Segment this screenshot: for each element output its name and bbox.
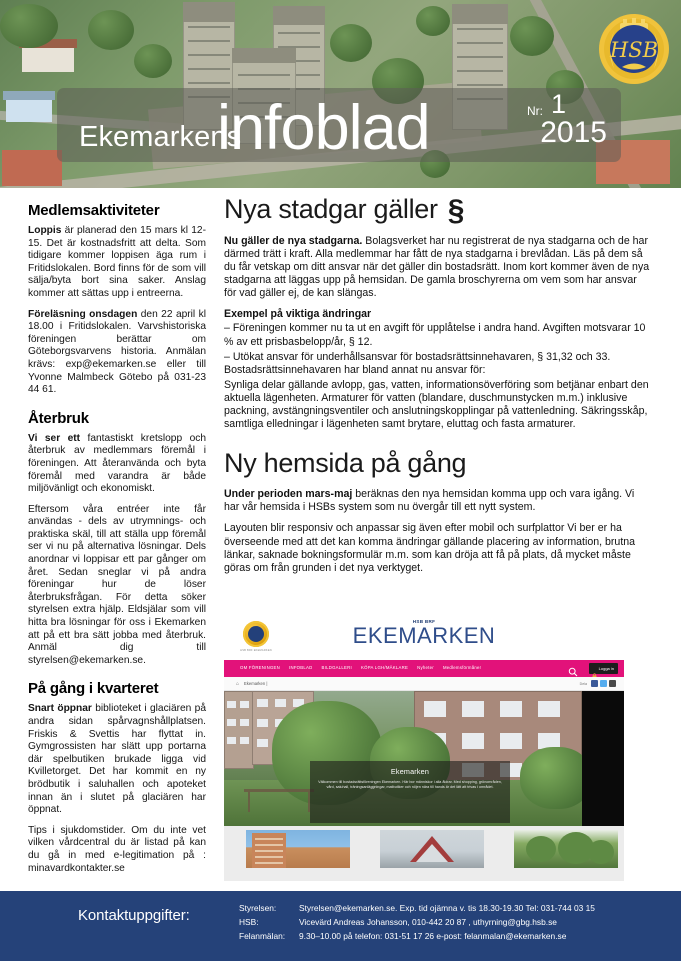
article2-body: Layouten blir responsiv och anpassar sig även efter mobil och surfplattor Vi ber er ha överseende med att det kan komma ändringar gällande placering av information, brutna länkar, saknade bokningsformulär m.m. som kan dröja att få på plats, då mycket måste göras om från grunden i det nya verktyget. bbox=[224, 522, 636, 574]
contact-key: HSB: bbox=[239, 917, 259, 927]
website-hsb-logo-icon: HSB BRF EKEMARKEN bbox=[232, 621, 280, 655]
twitter-icon[interactable] bbox=[600, 680, 607, 687]
article1-bullet: – Föreningen kommer nu ta ut en avgift för upplåtelse i andra hand. Avgiften motsvarar 10 % av ett prisbasbelopp/år, § 12. bbox=[224, 322, 646, 348]
hero-dark-edge bbox=[582, 691, 624, 826]
paragraph-lead: Snart öppnar bbox=[28, 703, 92, 715]
article-title-nya-stadgar bbox=[224, 194, 652, 226]
svg-text:HSB: HSB bbox=[609, 38, 659, 62]
intro-lead: Under perioden mars-maj bbox=[224, 488, 353, 501]
website-navbar[interactable] bbox=[224, 660, 624, 677]
website-hero-image bbox=[224, 691, 624, 826]
website-nav-item-bildgalleri[interactable]: BILDGALLERI bbox=[321, 665, 352, 670]
website-thumbnail-row bbox=[224, 826, 624, 881]
share-controls[interactable] bbox=[580, 680, 616, 687]
website-nav-items[interactable] bbox=[240, 665, 490, 670]
paragraph-lead: Föreläsning onsdagen bbox=[28, 308, 138, 320]
hero-caption-body: Välkommen till bostadsrättsföreningen Ekemarken. Här bor människor i alla åldrar. Med shopping, grönområden, vård, saluhall, träningsanläggningar, matbutiker och nöjen nära till hands är det lätt att trivas i området. bbox=[318, 780, 502, 789]
main-column bbox=[224, 194, 652, 583]
website-brand-name: EKEMARKEN bbox=[352, 623, 496, 648]
home-icon[interactable]: ⌂ bbox=[236, 680, 240, 687]
website-nav-item-infoblad[interactable]: INFOBLAD bbox=[289, 665, 313, 670]
section-heading: På gång i kvarteret bbox=[28, 680, 159, 698]
facebook-icon[interactable] bbox=[591, 680, 598, 687]
sidebar-section-aterbruk bbox=[28, 410, 206, 668]
login-button[interactable] bbox=[589, 663, 618, 674]
paragraph-body: är planerad den 15 mars kl 12-15. Det är kostnadsfritt att delta. Som tidigare kommer loppisen äga rum i Fritidslokalen. Bord finns för de som vill sälja/byta bort sina saker. Anslag kommer att sättas upp i entreerna. bbox=[28, 225, 206, 299]
article1-bullet: – Utökat ansvar för underhållsansvar för bostadsrättsinnehavaren, § 31,32 och 33. Bostadsrättsinnehavaren har bland annat nu ansvar för: bbox=[224, 350, 611, 376]
paragraph-lead: Loppis bbox=[28, 225, 62, 236]
lock-icon bbox=[592, 666, 597, 672]
hero-caption-title: Ekemarken bbox=[390, 767, 430, 776]
article-title-ny-hemsida: Ny hemsida på gång bbox=[224, 448, 467, 479]
masthead-title: infoblad bbox=[217, 93, 430, 163]
contact-key: Felanmälan: bbox=[239, 931, 286, 941]
photo-tree bbox=[416, 6, 450, 36]
photo-house bbox=[22, 46, 74, 72]
photo-roof bbox=[452, 4, 508, 24]
photo-tree bbox=[0, 4, 58, 48]
website-nav-item-nyheter[interactable]: Nyheter bbox=[417, 665, 434, 670]
photo-tree bbox=[88, 10, 134, 50]
table-row bbox=[239, 917, 595, 931]
article1-subheading: Exempel på viktiga ändringar bbox=[224, 308, 372, 321]
photo-house bbox=[6, 98, 52, 122]
paragraph: Eftersom våra entréer inte får användas - dels av utrymnings- och praktiska skäl, till att ställa upp föremål ser vi nu på alternativa lösningar. Dels anordnar vi loppisar ett par gånger om året. Sedan sneglar vi på andra föreningar hur de löser återbruksfrågan. För detta söker styrelsen extra hjälp. Eldsjälar som vill hitta bra lösningar för oss i Ekemarken att på ett bra sätt jobba med återbruk. Anmäl dig till styrelsen@ekemarken.se. bbox=[28, 503, 206, 666]
website-hero-caption bbox=[310, 761, 510, 823]
intro-body: beräknas den nya hemsidan komma upp och vara igång. Vi har vår hemsida i HSBs system som nu övergår till ett nytt system. bbox=[224, 488, 635, 514]
login-label: Logga in bbox=[598, 666, 614, 671]
section-heading: Medlemsaktiviteter bbox=[28, 202, 160, 219]
masthead-prefix: Ekemarkens bbox=[79, 121, 242, 153]
share-label: Dela bbox=[579, 681, 587, 686]
intro-body: Bolagsverket har nu registrerat de nya stadgarna och de har därmed trätt i kraft. Alla medlemmar har fått de nya stadgarna i brevlådan. Läs på dem så du får vetskap om ditt ansvar när det gäller din bostadsrätt. Inom kort kommer även de nya stadgarna att läggas upp på hemsidan. De gamla broschyrerna om vem som har ansvar för vad gäller ej, de kan slängas. bbox=[224, 235, 650, 300]
search-icon[interactable] bbox=[568, 664, 578, 674]
intro-lead: Nu gäller de nya stadgarna. bbox=[224, 235, 363, 247]
contact-value: 9.30–10.00 på telefon: 031-51 17 26 e-post: felanmalan@ekemarken.se bbox=[299, 931, 567, 941]
content-area bbox=[0, 188, 681, 885]
website-brand bbox=[224, 619, 624, 648]
footer-contact-table bbox=[239, 903, 595, 945]
contact-key: Styrelsen: bbox=[239, 903, 277, 913]
issue-label: Nr: bbox=[527, 104, 543, 118]
photo-roof bbox=[232, 48, 296, 63]
breadcrumb-label[interactable]: Ekemarken | bbox=[244, 680, 268, 686]
footer-heading: Kontaktuppgifter: bbox=[78, 907, 190, 924]
photo-tree bbox=[330, 24, 372, 62]
website-nav-item-om-foreningen[interactable]: OM FÖRENINGEN bbox=[240, 665, 281, 670]
photo-tree bbox=[510, 16, 554, 56]
website-breadcrumb-bar bbox=[224, 677, 624, 691]
paragraph-body: den 22 april kl 18.00 i Fritidslokalen. Varvshistoriska föreningen berättar om Göteborgsvarvens historia. Anmälan krävs: exp@ekemarken.se eller till Yvonne Malmbeck Götebo på 031-23 44 61. bbox=[28, 308, 206, 396]
section-heading: Återbruk bbox=[28, 409, 89, 427]
section-symbol-icon: § bbox=[447, 194, 465, 227]
website-header bbox=[224, 616, 624, 660]
website-nav-item-medlemsformaner[interactable]: Medlemsförmåner bbox=[442, 665, 482, 670]
website-thumbnail[interactable] bbox=[246, 830, 350, 868]
paragraph bbox=[28, 309, 206, 397]
sidebar-column bbox=[28, 202, 206, 888]
print-icon[interactable] bbox=[609, 680, 616, 687]
footer-contact-bar bbox=[0, 891, 681, 961]
paragraph-body: biblioteket i glaciären på andra sidan spårvagnshållplatsen. Friskis & Svettis har flyttat in. Gymgrossisten har slätt upp portarna där spelbutiken brukade ligga vid Kvilletorget. Det har kommit en ny brödbutik i saluhallen och apoteket innan än i slutet på glaciären har öppnat. bbox=[28, 703, 206, 816]
header-hero-photo bbox=[0, 0, 681, 188]
masthead-plate bbox=[57, 88, 621, 162]
photo-roof bbox=[183, 2, 235, 22]
paragraph bbox=[28, 225, 206, 301]
paragraph-body: fantastiskt kretslopp och återbruk av medlemmars föremål i föreningen. Att återanvända och byta föremål med varandra är både miljövänligt och ekonomiskt. bbox=[28, 432, 206, 495]
website-nav-item-kopa-lgh[interactable]: KÖPA LGH/MÄKLARE bbox=[360, 665, 409, 670]
photo-house bbox=[2, 150, 62, 186]
contact-value: Vicevärd Andreas Johansson, 010-442 20 87 , uthyrning@gbg.hsb.se bbox=[299, 917, 557, 927]
contact-value: Styrelsen@ekemarken.se. Exp. tid ojämna v. tis 18.30-19.30 Tel: 031-744 03 15 bbox=[299, 903, 595, 913]
article1-detail: Synliga delar gällande avlopp, gas, vatten, informationsöverföring som betjänar enbart den aktuella lägenheten. Armaturer för vatten (blandare, duschmunstycken m.m.) inklusive packning, avstängningsventiler och anslutningskopplingar på vattenledning. Säkringsskåp, samtliga elledningar i lägenheten samt brytare, eluttag och fasta armaturer. bbox=[224, 378, 649, 431]
hsb-logo-icon bbox=[596, 11, 672, 87]
hero-pergola bbox=[244, 789, 314, 812]
hero-building bbox=[224, 691, 254, 769]
paragraph: Tips i sjukdomstider. Om du inte vet vilken vårdcentral du är listad på kan du gå in med e-legitimation på : minavardkontakter.se bbox=[28, 824, 206, 874]
issue-year: 2015 bbox=[540, 116, 607, 149]
photo-roof bbox=[273, 6, 325, 25]
table-row bbox=[239, 903, 595, 917]
paragraph-lead: Vi ser ett bbox=[28, 432, 81, 444]
website-brand-small: HSB BRF bbox=[412, 619, 436, 624]
article-title-text: Nya stadgar gäller bbox=[224, 194, 438, 224]
issue-number: 1 bbox=[550, 89, 566, 119]
article1-intro bbox=[224, 235, 652, 300]
article2-intro bbox=[224, 488, 652, 514]
website-thumbnail[interactable] bbox=[514, 830, 618, 868]
table-row bbox=[239, 931, 595, 945]
paragraph bbox=[28, 433, 206, 496]
sidebar-section-pa-gang bbox=[28, 680, 206, 875]
website-preview-screenshot bbox=[224, 616, 624, 881]
website-thumbnail[interactable] bbox=[380, 830, 484, 868]
paragraph bbox=[28, 703, 206, 816]
photo-tree bbox=[134, 44, 172, 78]
sidebar-section-medlemsaktiviteter bbox=[28, 202, 206, 397]
